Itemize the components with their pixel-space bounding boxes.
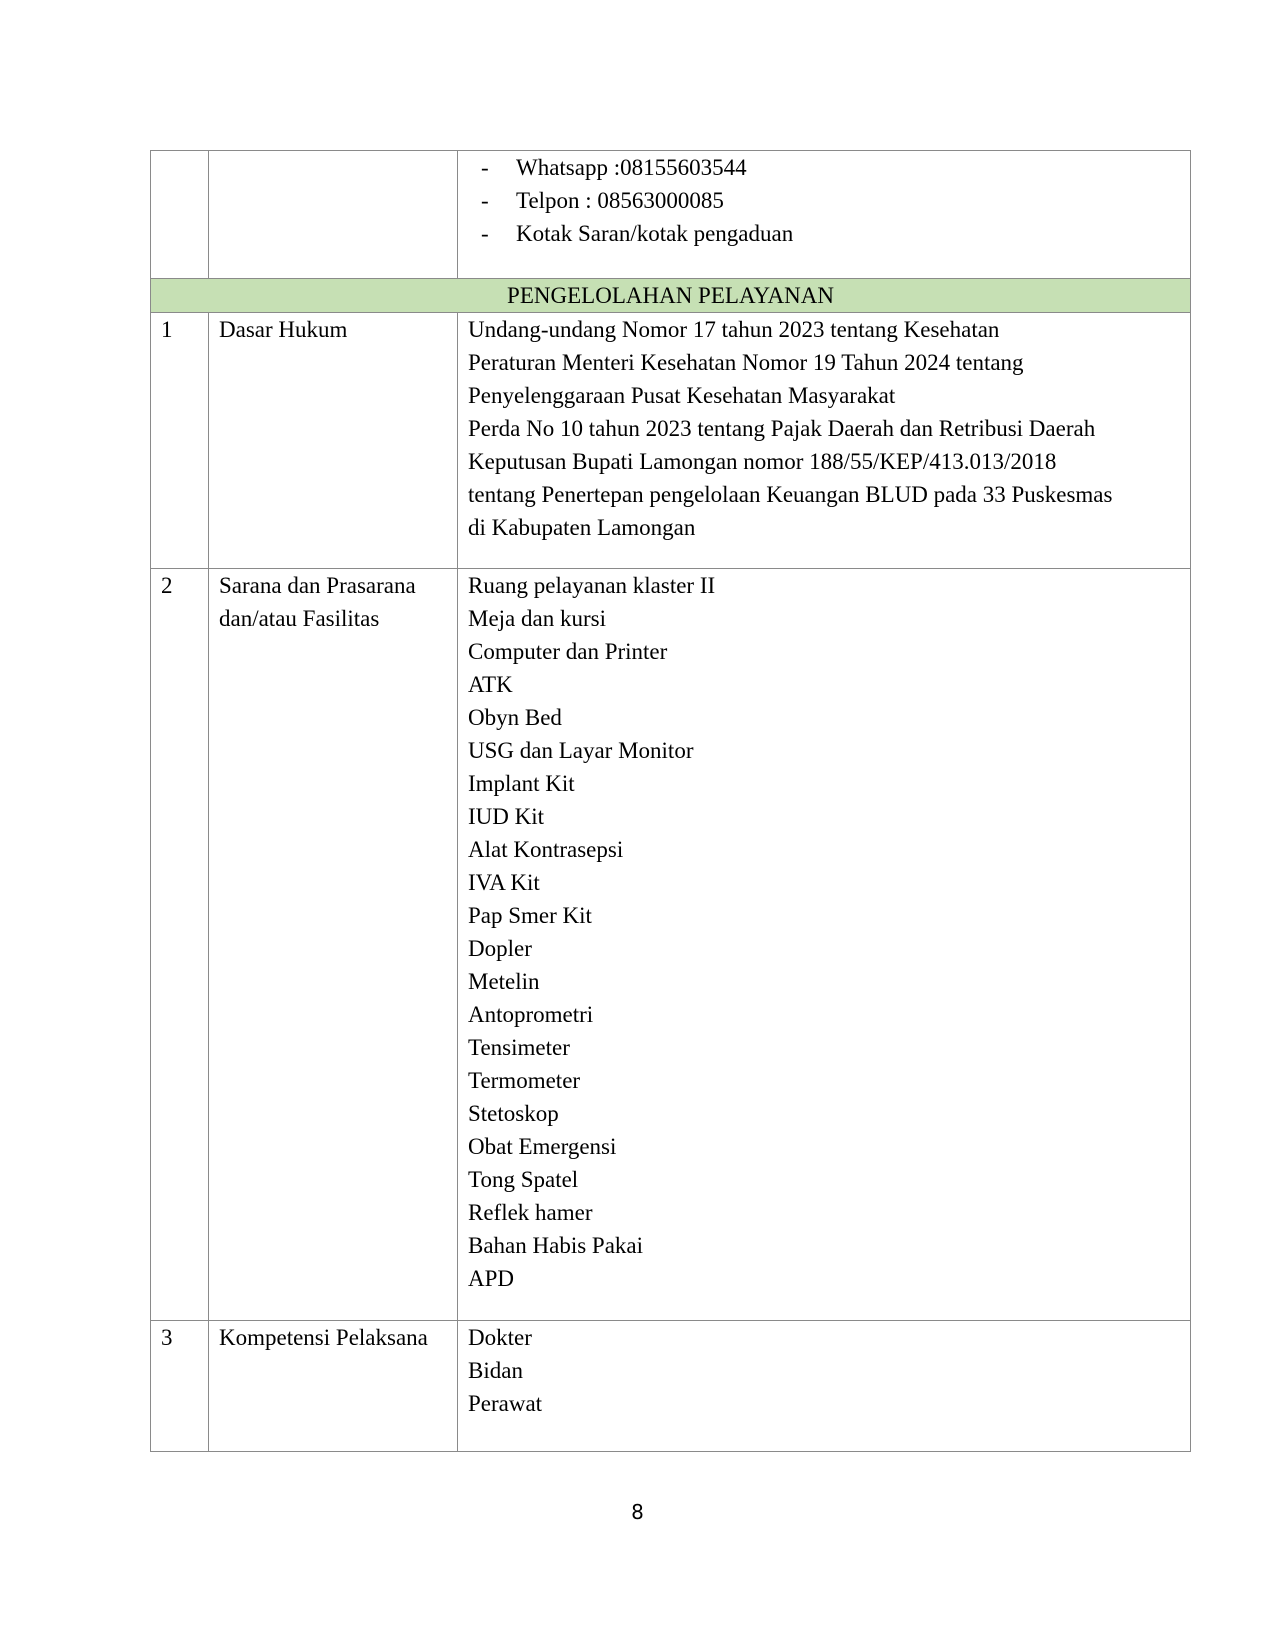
list-item: IUD Kit [468,804,545,829]
row-label-cell [209,151,458,279]
row-number: 1 [151,313,209,569]
service-standards-table [150,150,1191,1452]
legal-basis-list [468,313,1180,544]
row-label: Dasar Hukum [209,313,458,569]
row-label: Sarana dan Prasarana dan/atau Fasilitas [209,569,458,1321]
contact-suggestion-box: Kotak Saran/kotak pengaduan [516,221,794,246]
list-item: Obat Emergensi [468,1134,617,1159]
list-item: ATK [468,672,513,697]
list-item: Stetoskop [468,1101,559,1126]
row-content [458,569,1191,1321]
list-item: Keputusan Bupati Lamongan nomor 188/55/KEP/413.013/2018 [468,449,1057,474]
section-title: PENGELOLAHAN PELAYANAN [151,279,1191,313]
table-row [151,313,1191,569]
contact-phone: Telpon : 08563000085 [516,188,724,213]
list-item: di Kabupaten Lamongan [468,515,696,540]
list-item: Obyn Bed [468,705,562,730]
list-item: Meja dan kursi [468,606,606,631]
contact-item: - Whatsapp :08155603544 [481,155,747,180]
row-content [458,313,1191,569]
list-item: Bahan Habis Pakai [468,1233,644,1258]
list-item: Metelin [468,969,540,994]
contact-item: - Kotak Saran/kotak pengaduan [481,221,794,246]
list-item: Perawat [468,1391,543,1416]
list-item: Antoprometri [468,1002,594,1027]
list-item: Bidan [468,1358,523,1383]
list-item: Penyelenggaraan Pusat Kesehatan Masyarakat [468,383,896,408]
row-number: 3 [151,1321,209,1452]
row-number-cell [151,151,209,279]
contact-item: - Telpon : 08563000085 [481,188,724,213]
row-label: Kompetensi Pelaksana [209,1321,458,1452]
contact-whatsapp: Whatsapp :08155603544 [516,155,747,180]
list-item: Dokter [468,1325,532,1350]
table-row [151,1321,1191,1452]
list-item: Dopler [468,936,532,961]
list-item: Tong Spatel [468,1167,579,1192]
list-item: Alat Kontrasepsi [468,837,624,862]
staff-competency-list [468,1321,1180,1420]
list-item: APD [468,1266,515,1291]
list-item: Perda No 10 tahun 2023 tentang Pajak Daerah dan Retribusi Daerah [468,416,1096,441]
contact-list [468,151,1180,250]
list-item: tentang Penertepan pengelolaan Keuangan BLUD pada 33 Puskesmas [468,482,1113,507]
list-item: Implant Kit [468,771,575,796]
list-item: Pap Smer Kit [468,903,592,928]
section-header-row [151,279,1191,313]
list-item: Tensimeter [468,1035,570,1060]
list-item: Computer dan Printer [468,639,668,664]
table-row [151,569,1191,1321]
contact-content-cell [458,151,1191,279]
list-item: Termometer [468,1068,581,1093]
list-item: Peraturan Menteri Kesehatan Nomor 19 Tahun 2024 tentang [468,350,1024,375]
row-content [458,1321,1191,1452]
contact-row [151,151,1191,279]
list-item: USG dan Layar Monitor [468,738,694,763]
facilities-list [468,569,1180,1295]
list-item: IVA Kit [468,870,540,895]
row-number: 2 [151,569,209,1321]
list-item: Undang-undang Nomor 17 tahun 2023 tentang Kesehatan [468,317,1000,342]
list-item: Ruang pelayanan klaster II [468,573,716,598]
page-number: 8 [631,1500,644,1524]
list-item: Reflek hamer [468,1200,593,1225]
